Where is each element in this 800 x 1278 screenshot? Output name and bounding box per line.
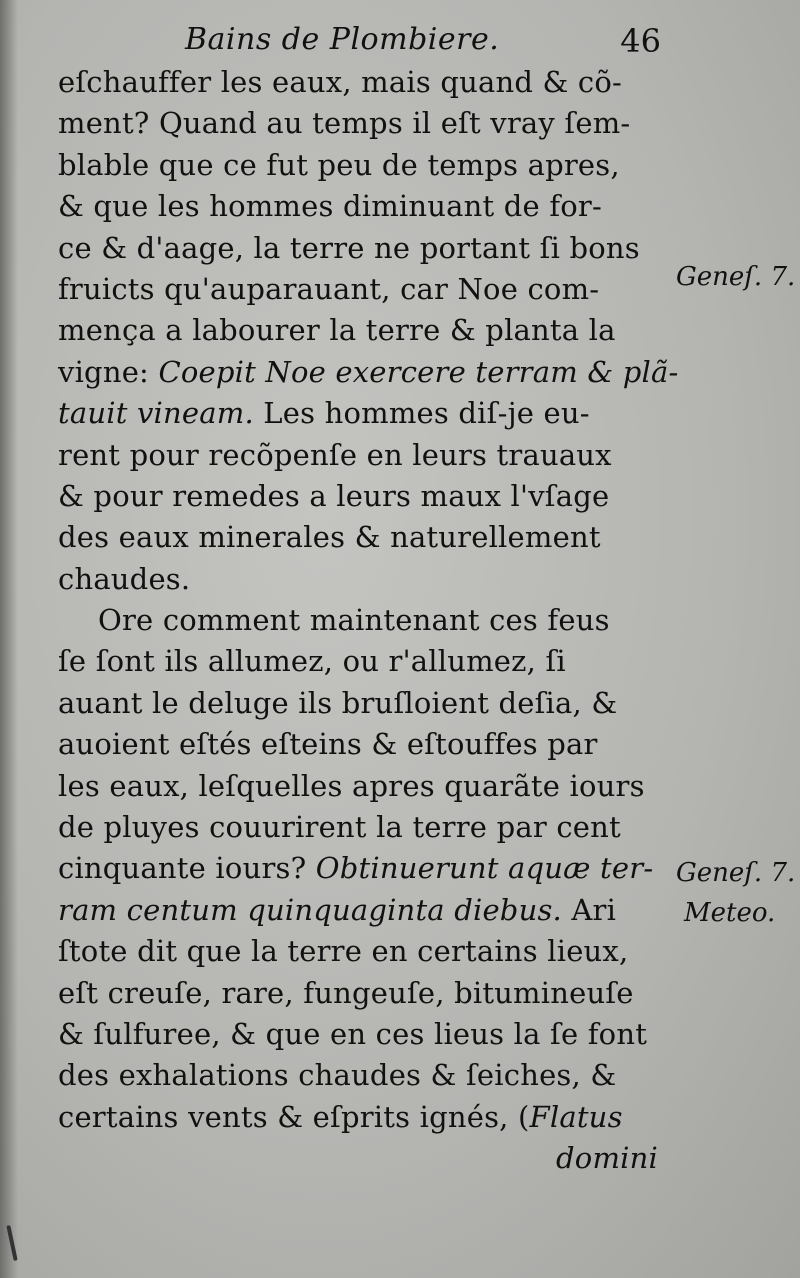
line-text: mença a labourer la terre & planta la <box>58 313 616 348</box>
text-line <box>58 724 658 765</box>
line-text: cinquante iours? <box>58 851 316 886</box>
line-text: Ari <box>561 892 617 927</box>
text-line <box>58 683 658 724</box>
margin-note-genesis-7: Geneſ. 7. <box>676 262 796 292</box>
line-text: les eaux, leſquelles apres quarãte iours <box>58 768 645 803</box>
line-text: rent pour recõpenſe en leurs trauaux <box>58 437 612 472</box>
line-text: & ſulfuree, & que en ces lieus la ſe font <box>58 1016 648 1051</box>
italic-latin-text: Coepit Noe exercere terram & plã- <box>158 354 679 389</box>
italic-latin-text: Flatus <box>529 1099 623 1134</box>
text-line <box>58 352 679 393</box>
text-line <box>58 310 658 351</box>
line-text: des exhalations chaudes & ſeiches, & <box>58 1058 617 1093</box>
line-text: de pluyes couurirent la terre par cent <box>58 810 621 845</box>
text-line <box>58 1055 658 1096</box>
line-text: Les hommes diſ-je eu- <box>253 396 590 431</box>
line-text: eſt creuſe, rare, fungeuſe, bitumineuſe <box>58 975 634 1010</box>
line-text: eſchauffer les eaux, mais quand & cõ- <box>58 65 623 99</box>
text-line <box>58 103 658 144</box>
margin-note-meteo: Meteo. <box>684 898 776 928</box>
text-line <box>58 931 658 972</box>
page-gutter-shadow <box>0 0 18 1278</box>
line-text: des eaux minerales & naturellement <box>58 520 601 555</box>
line-text: ſe ſont ils allumez, ou r'allumez, ſi <box>58 644 566 679</box>
margin-note-genesis-7-second: Geneſ. 7. <box>676 858 796 888</box>
body-text <box>58 62 679 1180</box>
text-line <box>58 973 658 1014</box>
running-title: Bains de Plombiere. <box>185 22 500 57</box>
text-line <box>58 269 658 310</box>
text-line <box>58 1014 658 1055</box>
line-text: blable que ce fut peu de temps apres, <box>58 147 620 182</box>
text-line <box>58 1097 658 1138</box>
text-line <box>58 435 658 476</box>
text-line <box>58 517 658 558</box>
text-line <box>58 476 658 517</box>
line-text: chaudes. <box>58 561 191 596</box>
text-line <box>58 890 658 931</box>
text-line <box>58 641 658 682</box>
line-text: ce & d'aage, la terre ne portant ſi bons <box>58 230 640 265</box>
text-line <box>58 848 658 889</box>
line-text: auoient eſtés eſteins & eſtouffes par <box>58 727 598 762</box>
text-line <box>58 559 658 600</box>
text-line <box>58 766 658 807</box>
line-text: vigne: <box>58 354 159 389</box>
line-text: Ore comment maintenant ces feus <box>98 603 610 638</box>
line-text: & que les hommes diminuant de for- <box>58 189 602 224</box>
italic-latin-text: domini <box>556 1141 658 1176</box>
text-line <box>58 186 658 227</box>
text-line <box>58 393 658 434</box>
line-text: certains vents & eſprits ignés, ( <box>58 1099 530 1134</box>
text-line <box>58 807 658 848</box>
line-text: ment? Quand au temps il eſt vray ſem- <box>58 106 631 141</box>
line-text: & pour remedes a leurs maux l'vſage <box>58 478 610 513</box>
text-line <box>58 228 658 269</box>
page-number: 46 <box>620 22 661 60</box>
text-line <box>58 600 658 641</box>
italic-latin-text: ram centum quinquaginta diebus. <box>58 892 562 927</box>
text-line <box>58 1138 658 1179</box>
text-line <box>58 145 658 186</box>
line-text: auant le deluge ils bruſloient deſia, & <box>58 685 618 720</box>
italic-latin-text: Obtinuerunt aquæ ter- <box>315 851 654 886</box>
page-header <box>185 14 665 68</box>
text-line <box>58 62 658 103</box>
line-text: fruicts qu'auparauant, car Noe com- <box>58 271 600 306</box>
italic-latin-text: tauit vineam. <box>58 396 254 431</box>
line-text: ſtote dit que la terre en certains lieux, <box>58 934 629 969</box>
